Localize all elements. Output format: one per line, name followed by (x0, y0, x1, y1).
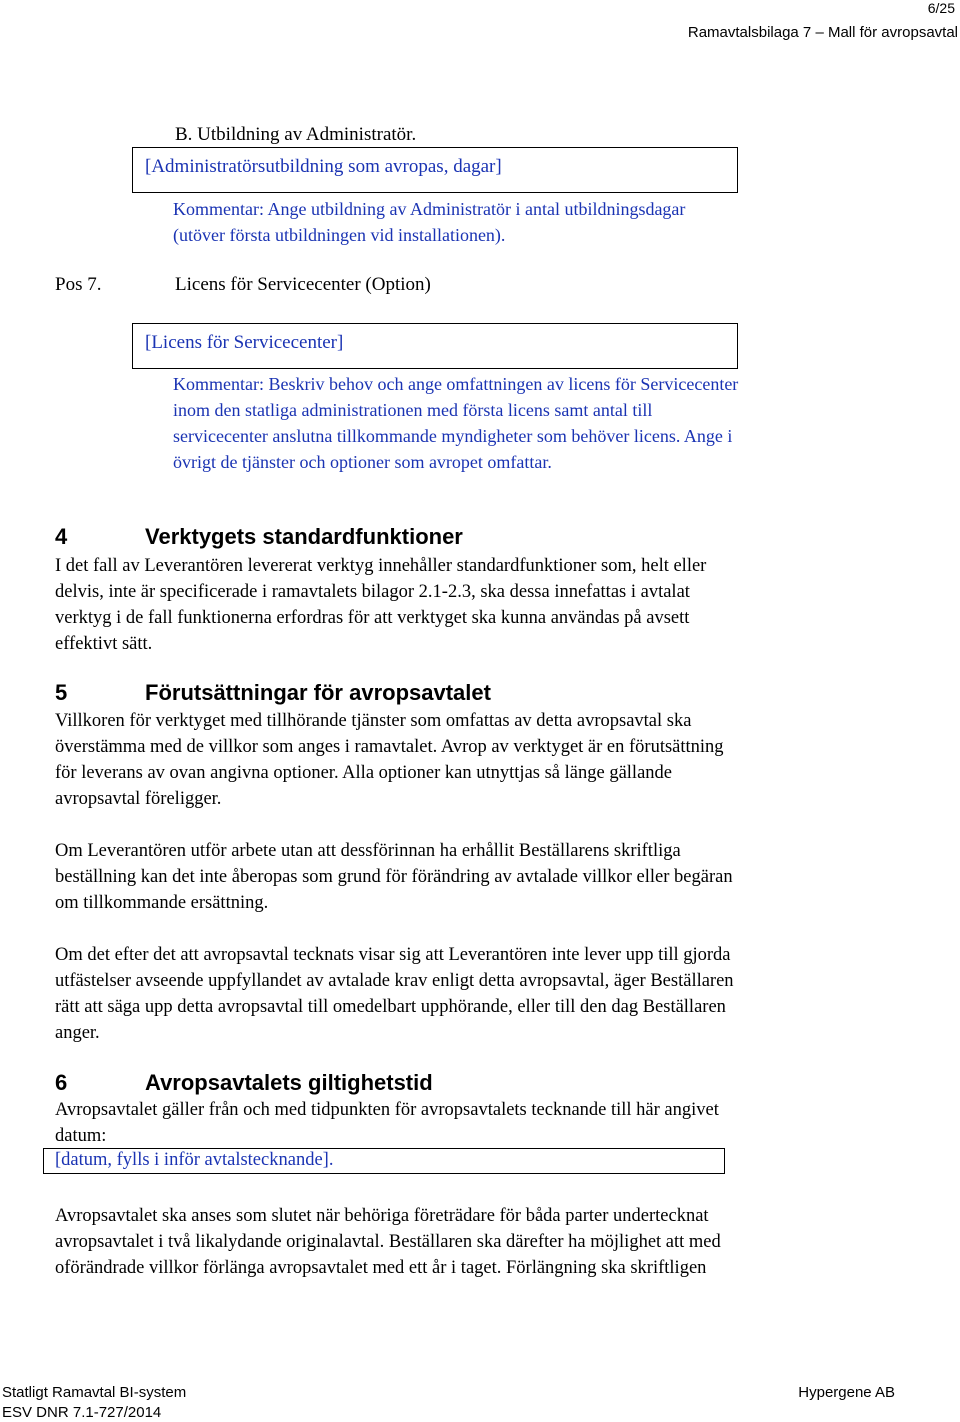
text-line: rätt att säga upp detta avropsavtal till omedelbart upphörande, eller till den dag Beställaren (55, 997, 726, 1017)
text-line: beställning kan det inte åberopas som grund för förändring av avtalade villkor eller begäran (55, 867, 733, 887)
pos-title: Licens för Servicecenter (Option) (175, 274, 431, 295)
comment-line: inom den statliga administrationen med första licens samt antal till (173, 400, 653, 420)
admin-training-field[interactable]: [Administratörsutbildning som avropas, dagar] (132, 147, 738, 193)
text-line: effektivt sätt. (55, 634, 153, 654)
training-item: B. Utbildning av Administratör. (175, 124, 417, 145)
text-line: Om Leverantören utför arbete utan att dessförinnan ha erhållit Beställarens skriftliga (55, 841, 681, 861)
section-4-body (55, 553, 915, 657)
section-5-title: Förutsättningar för avropsavtalet (145, 680, 491, 705)
comment-line: övrigt de tjänster och optioner som avropet omfattar. (173, 452, 552, 472)
section-5-number: 5 (55, 680, 68, 705)
footer-company: Hypergene AB (798, 1384, 895, 1401)
section-5-paragraph-2 (55, 838, 915, 916)
text-line: verktyg i de fall funktionerna erfordras för att verktyget ska kunna användas på avsett (55, 608, 690, 628)
text-line: anger. (55, 1023, 100, 1043)
text-line: Avropsavtalet ska anses som slutet när behöriga företrädare för båda parter undertecknat (55, 1206, 709, 1226)
text-line: I det fall av Leverantören levererat verktyg innehåller standardfunktioner som, helt eller (55, 556, 707, 576)
service-center-comment (173, 371, 893, 475)
service-center-license-field[interactable]: [Licens för Servicecenter] (132, 323, 738, 369)
footer-reference: ESV DNR 7.1-727/2014 (2, 1404, 162, 1421)
section-4-title: Verktygets standardfunktioner (145, 524, 463, 549)
text-line: Villkoren för verktyget med tillhörande tjänster som omfattas av detta avropsavtal ska (55, 711, 692, 731)
section-5-paragraph-3 (55, 942, 915, 1046)
text-line: avropsavtalet i två likalydande originalavtal. Beställaren ska därefter ha möjlighet att med (55, 1232, 721, 1252)
text-line: delvis, inte är specificerade i ramavtalets bilagor 2.1-2.3, ska dessa innefattas i avtalat (55, 582, 690, 602)
pos-label: Pos 7. (55, 274, 102, 295)
text-line: avropsavtal föreligger. (55, 789, 222, 809)
footer-agreement: Statligt Ramavtal BI-system (2, 1384, 187, 1401)
text-line: överstämma med de villkor som anges i ramavtalet. Avrop av verktyget är en förutsättning (55, 737, 724, 757)
text-line: datum: (55, 1126, 107, 1146)
section-6-number: 6 (55, 1070, 68, 1095)
section-6-title: Avropsavtalets giltighetstid (145, 1070, 433, 1095)
text-line: för leverans av ovan angivna optioner. Alla optioner kan utnyttjas så länge gällande (55, 763, 672, 783)
document-title: Ramavtalsbilaga 7 – Mall för avropsavtal (687, 24, 958, 41)
validity-date-field[interactable]: [datum, fylls i inför avtalstecknande]. (43, 1148, 725, 1174)
section-5-paragraph-1 (55, 708, 915, 812)
page-number: 6/25 (927, 0, 955, 16)
section-4-number: 4 (55, 524, 68, 549)
text-line: oförändrade villkor förlänga avropsavtalet med ett år i taget. Förlängning ska skriftligen (55, 1258, 707, 1278)
comment-line: Kommentar: Beskriv behov och ange omfattningen av licens för Servicecenter (173, 374, 739, 394)
text-line: Avropsavtalet gäller från och med tidpunkten för avropsavtalets tecknande till här angivet (55, 1100, 719, 1120)
text-line: Om det efter det att avropsavtal tecknats visar sig att Leverantören inte lever upp till gjorda (55, 945, 731, 965)
section-6-paragraph-2 (55, 1203, 915, 1281)
admin-training-comment (173, 196, 893, 248)
comment-line: Kommentar: Ange utbildning av Administratör i antal utbildningsdagar (173, 199, 686, 219)
text-line: utfästelser avseende uppfyllandet av avtalade krav enligt detta avropsavtal, äger Beställaren (55, 971, 734, 991)
comment-line: servicecenter anslutna tillkommande myndigheter som behöver licens. Ange i (173, 426, 733, 446)
section-6-intro (55, 1097, 915, 1149)
comment-line: (utöver första utbildningen vid installationen). (173, 225, 506, 245)
text-line: om tillkommande ersättning. (55, 893, 269, 913)
